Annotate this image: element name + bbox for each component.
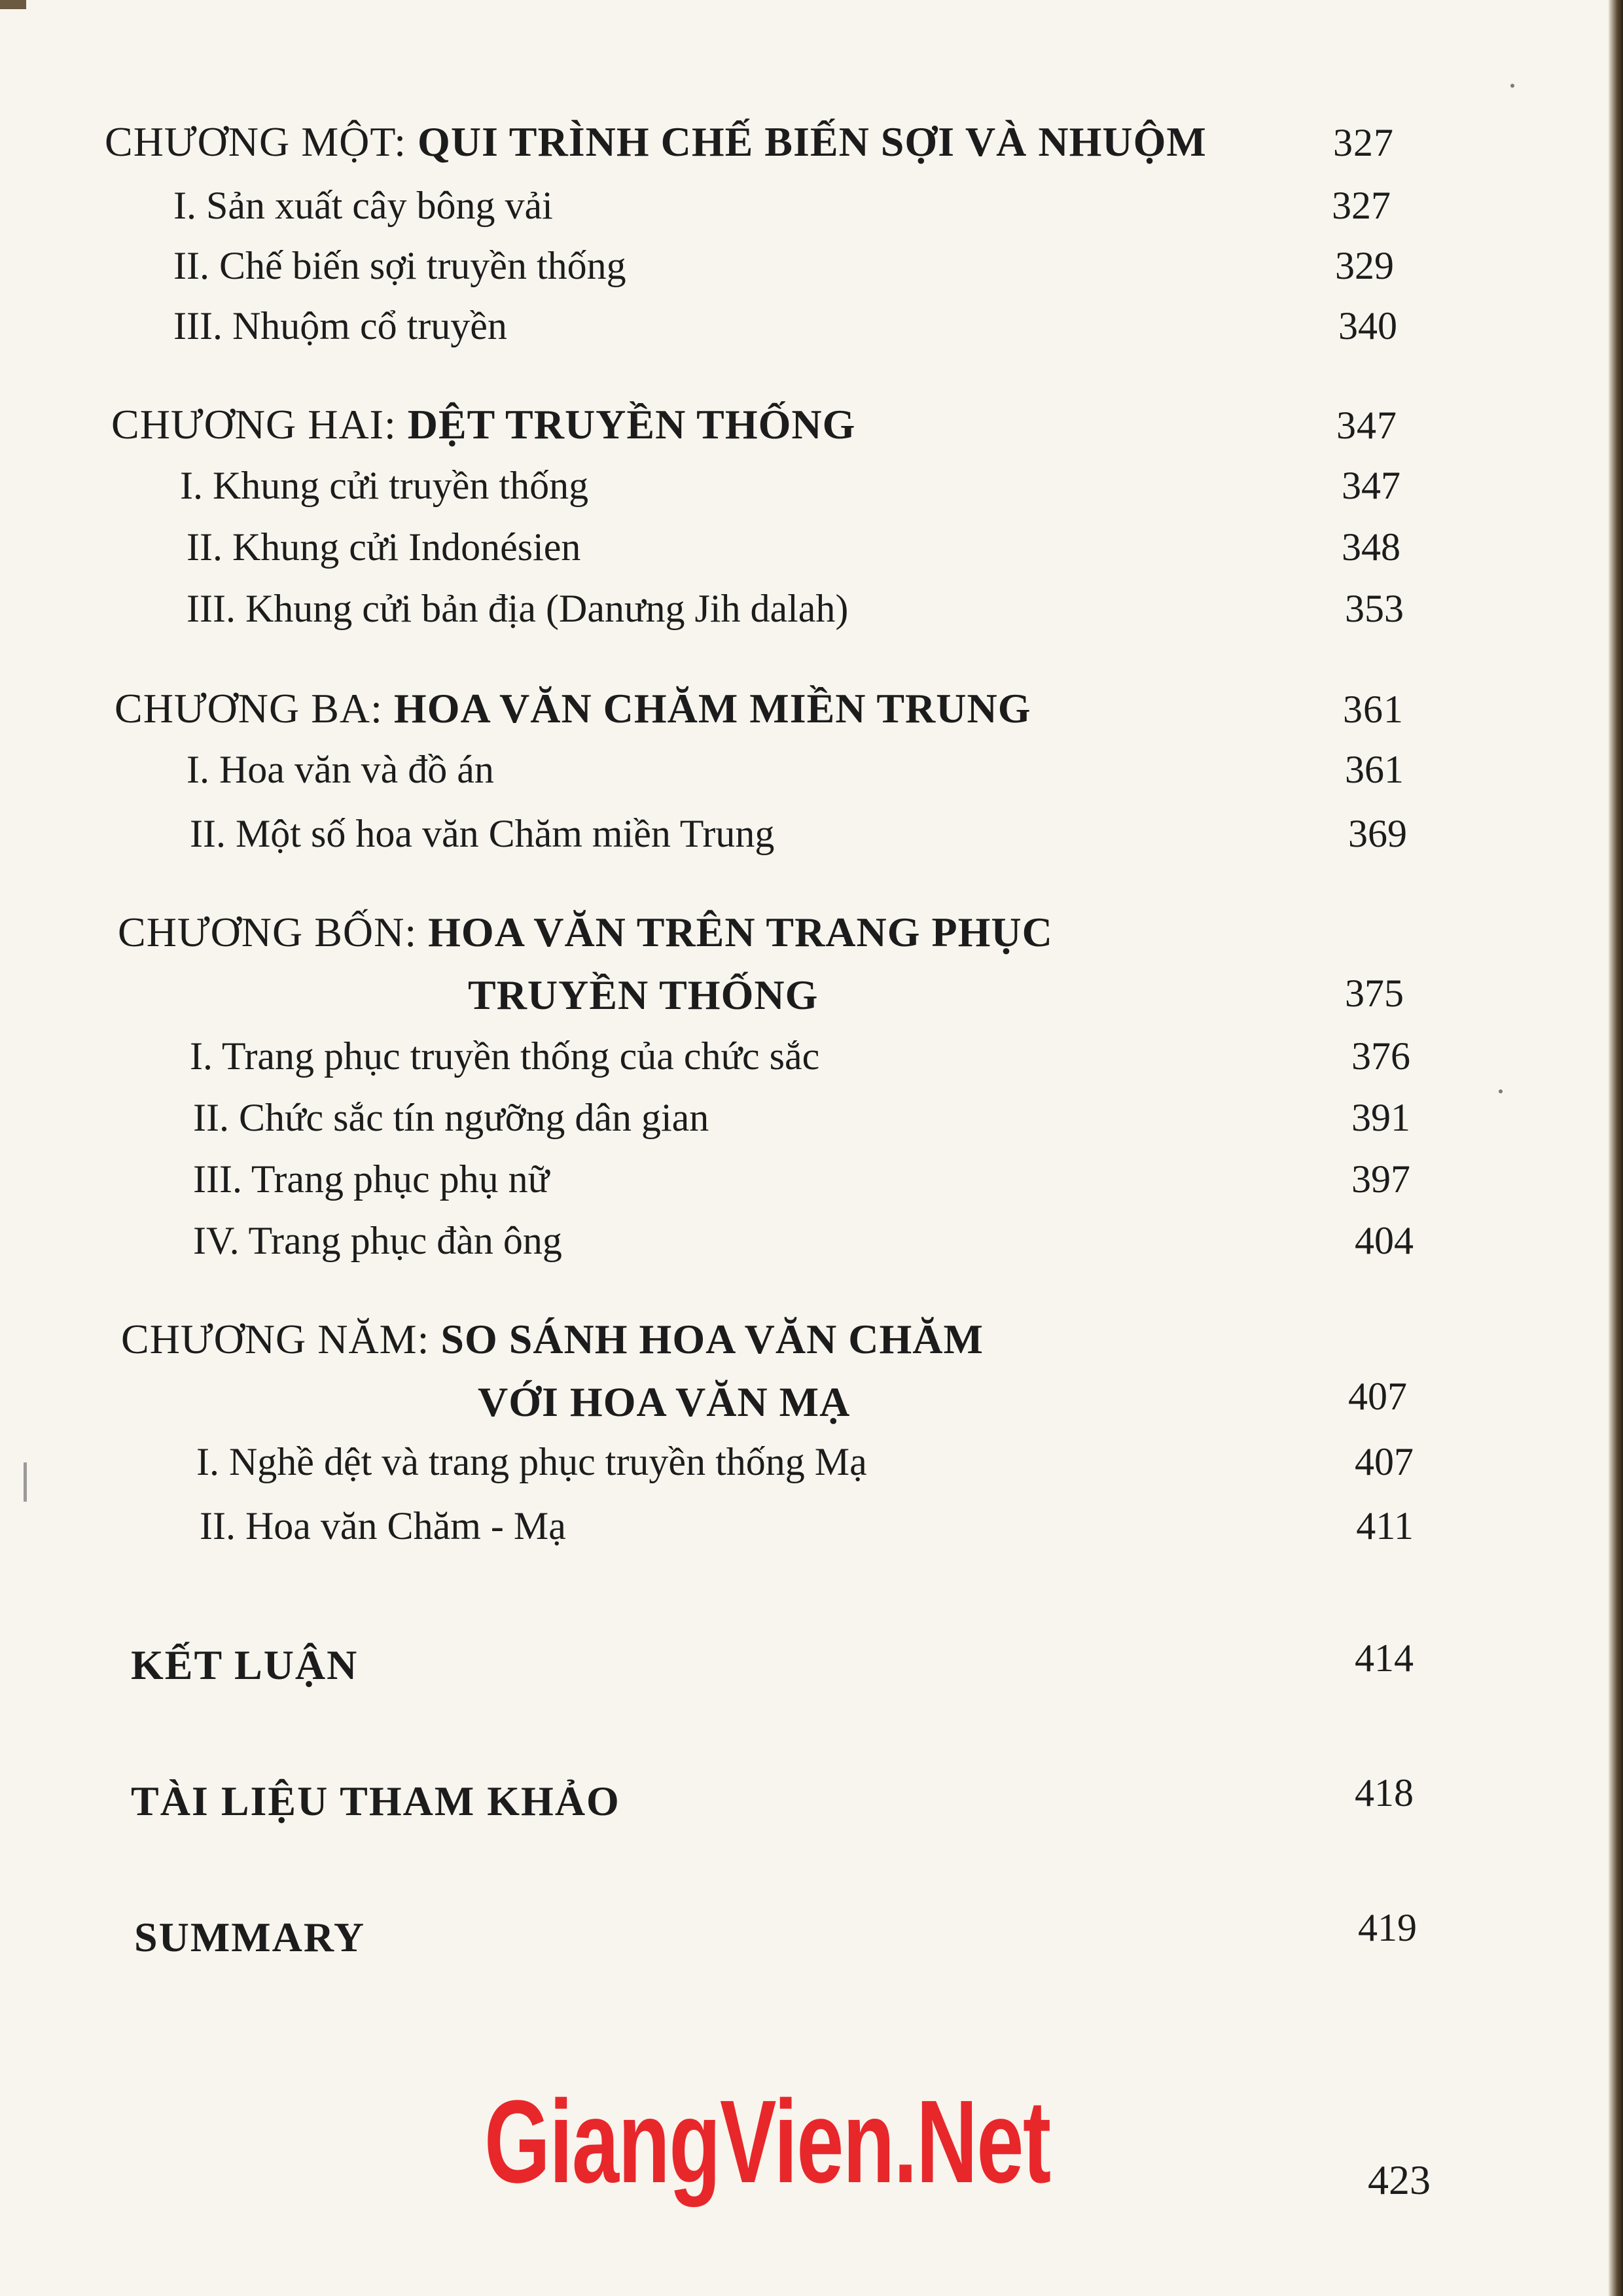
toc-entry bbox=[190, 1034, 1410, 1079]
toc-entry bbox=[187, 586, 1404, 631]
chapter-5-title bbox=[121, 1315, 1103, 1364]
chapter-2-page: 347 bbox=[1336, 404, 1397, 447]
chapter-1-name: QUI TRÌNH CHẾ BIẾN SỢI VÀ NHUỘM bbox=[418, 118, 1207, 165]
toc-entry bbox=[173, 304, 1397, 349]
toc-entry bbox=[200, 1504, 1414, 1549]
book-spine-edge bbox=[1609, 0, 1623, 2296]
toc-entry-label: III. Khung cửi bản địa (Danưng Jih dalah) bbox=[187, 587, 849, 630]
toc-entry bbox=[193, 1157, 1410, 1202]
chapter-2-name: DỆT TRUYỀN THỐNG bbox=[407, 401, 856, 448]
toc-entry-label: II. Một số hoa văn Chăm miền Trung bbox=[190, 812, 775, 855]
chapter-1-title bbox=[105, 118, 1394, 166]
page-edge-mark bbox=[0, 0, 26, 9]
toc-entry-page: 407 bbox=[1355, 1440, 1414, 1483]
toc-entry-label: I. Khung cửi truyền thống bbox=[180, 464, 589, 507]
toc-entry-page: 376 bbox=[1351, 1034, 1410, 1078]
toc-entry bbox=[180, 463, 1400, 508]
toc-references-page: 418 bbox=[1355, 1771, 1414, 1814]
toc-entry-page: 327 bbox=[1332, 184, 1391, 227]
scan-mark bbox=[24, 1462, 27, 1502]
toc-entry bbox=[193, 1218, 1414, 1263]
toc-entry-label: I. Hoa văn và đồ án bbox=[187, 748, 494, 791]
toc-entry bbox=[187, 747, 1404, 792]
toc-entry-label: IV. Trang phục đàn ông bbox=[193, 1219, 562, 1262]
chapter-5-page: 407 bbox=[1348, 1375, 1407, 1418]
chapter-1-prefix: CHƯƠNG MỘT: bbox=[105, 118, 418, 165]
toc-entry bbox=[196, 1439, 1414, 1485]
chapter-3-page: 361 bbox=[1343, 688, 1404, 731]
toc-summary-page: 419 bbox=[1358, 1906, 1417, 1949]
toc-entry-page: 404 bbox=[1355, 1219, 1414, 1262]
chapter-3-name: HOA VĂN CHĂM MIỀN TRUNG bbox=[393, 685, 1031, 732]
toc-entry-page: 411 bbox=[1356, 1504, 1414, 1547]
page-number: 423 bbox=[1368, 2157, 1431, 2203]
toc-entry-page: 340 bbox=[1338, 304, 1397, 347]
toc-entry-page: 347 bbox=[1342, 464, 1400, 507]
chapter-3-title bbox=[115, 684, 1404, 733]
toc-entry bbox=[190, 811, 1407, 857]
chapter-4-prefix: CHƯƠNG BỐN: bbox=[118, 909, 429, 955]
toc-conclusion-page: 414 bbox=[1355, 1636, 1414, 1680]
scan-speck bbox=[1499, 1089, 1503, 1093]
toc-entry-page: 361 bbox=[1345, 748, 1404, 791]
chapter-4-title bbox=[118, 908, 1099, 957]
site-watermark: GiangVien.Net bbox=[484, 2076, 1050, 2208]
toc-conclusion: KẾT LUẬN bbox=[131, 1642, 359, 1688]
toc-entry-page: 391 bbox=[1351, 1096, 1410, 1139]
toc-entry-label: I. Trang phục truyền thống của chức sắc bbox=[190, 1034, 820, 1078]
toc-entry-label: I. Sản xuất cây bông vải bbox=[173, 184, 553, 227]
chapter-5-continuation: VỚI HOA VĂN MẠ bbox=[478, 1379, 851, 1425]
toc-entry-page: 397 bbox=[1351, 1157, 1410, 1201]
toc-entry-label: III. Nhuộm cổ truyền bbox=[173, 304, 507, 347]
chapter-5-prefix: CHƯƠNG NĂM: bbox=[121, 1316, 441, 1362]
chapter-1-page: 327 bbox=[1333, 121, 1394, 164]
toc-entry bbox=[173, 243, 1394, 289]
toc-entry-label: II. Chế biến sợi truyền thống bbox=[173, 244, 626, 287]
toc-entry-label: II. Chức sắc tín ngưỡng dân gian bbox=[193, 1096, 709, 1139]
toc-entry bbox=[193, 1095, 1410, 1140]
toc-entry-label: II. Khung cửi Indonésien bbox=[187, 525, 581, 569]
toc-entry-page: 329 bbox=[1335, 244, 1394, 287]
chapter-4-page: 375 bbox=[1345, 972, 1404, 1015]
toc-summary: SUMMARY bbox=[134, 1914, 366, 1960]
toc-entry-page: 369 bbox=[1348, 812, 1407, 855]
toc-entry-label: III. Trang phục phụ nữ bbox=[193, 1157, 550, 1201]
toc-entry-label: II. Hoa văn Chăm - Mạ bbox=[200, 1504, 566, 1547]
toc-entry bbox=[173, 183, 1391, 228]
chapter-2-title bbox=[111, 400, 1397, 449]
chapter-5-name: SO SÁNH HOA VĂN CHĂM bbox=[440, 1316, 984, 1362]
chapter-4-name: HOA VĂN TRÊN TRANG PHỤC bbox=[428, 909, 1053, 955]
toc-entry-label: I. Nghề dệt và trang phục truyền thống Mạ bbox=[196, 1440, 867, 1483]
toc-entry bbox=[187, 525, 1400, 570]
scan-speck bbox=[1510, 84, 1514, 88]
toc-entry-page: 348 bbox=[1342, 525, 1400, 569]
toc-references: TÀI LIỆU THAM KHẢO bbox=[131, 1778, 620, 1824]
chapter-4-continuation: TRUYỀN THỐNG bbox=[468, 972, 819, 1018]
chapter-3-prefix: CHƯƠNG BA: bbox=[115, 685, 394, 732]
toc-entry-page: 353 bbox=[1345, 587, 1404, 630]
chapter-2-prefix: CHƯƠNG HAI: bbox=[111, 401, 408, 448]
